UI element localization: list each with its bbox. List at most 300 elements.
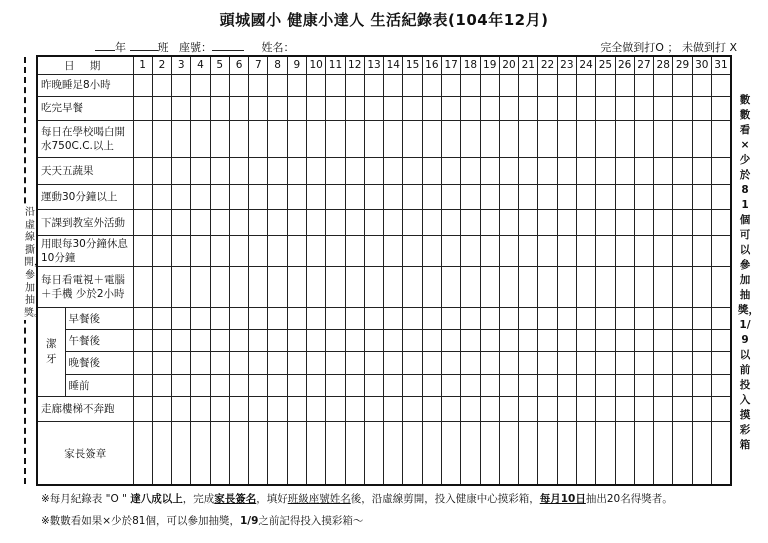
day-check-cell[interactable] (442, 396, 461, 421)
day-check-cell[interactable] (345, 236, 364, 266)
day-check-cell[interactable] (287, 209, 306, 235)
day-check-cell[interactable] (364, 352, 383, 374)
day-check-cell[interactable] (461, 74, 480, 96)
day-check-cell[interactable] (287, 374, 306, 396)
day-check-cell[interactable] (422, 158, 441, 184)
day-check-cell[interactable] (229, 329, 248, 351)
day-check-cell[interactable] (711, 236, 731, 266)
day-check-cell[interactable] (480, 97, 499, 120)
day-check-cell[interactable] (364, 396, 383, 421)
day-check-cell[interactable] (191, 158, 210, 184)
day-check-cell[interactable] (345, 307, 364, 329)
day-check-cell[interactable] (249, 266, 268, 307)
day-check-cell[interactable] (249, 374, 268, 396)
day-check-cell[interactable] (191, 97, 210, 120)
day-check-cell[interactable] (249, 209, 268, 235)
day-check-cell[interactable] (403, 236, 422, 266)
day-check-cell[interactable] (673, 329, 692, 351)
day-check-cell[interactable] (384, 329, 403, 351)
day-check-cell[interactable] (673, 74, 692, 96)
day-check-cell[interactable] (384, 209, 403, 235)
day-check-cell[interactable] (384, 266, 403, 307)
day-check-cell[interactable] (133, 396, 152, 421)
day-check-cell[interactable] (210, 74, 229, 96)
day-check-cell[interactable] (711, 352, 731, 374)
day-check-cell[interactable] (461, 184, 480, 209)
signature-cell[interactable] (326, 422, 345, 485)
day-check-cell[interactable] (519, 329, 538, 351)
day-check-cell[interactable] (634, 120, 653, 158)
day-check-cell[interactable] (615, 307, 634, 329)
day-check-cell[interactable] (364, 74, 383, 96)
day-check-cell[interactable] (191, 352, 210, 374)
signature-cell[interactable] (499, 422, 518, 485)
day-check-cell[interactable] (615, 97, 634, 120)
day-check-cell[interactable] (268, 184, 287, 209)
day-check-cell[interactable] (654, 209, 673, 235)
day-check-cell[interactable] (442, 97, 461, 120)
day-check-cell[interactable] (615, 120, 634, 158)
day-check-cell[interactable] (229, 266, 248, 307)
day-check-cell[interactable] (152, 209, 171, 235)
day-check-cell[interactable] (673, 374, 692, 396)
day-check-cell[interactable] (634, 97, 653, 120)
day-check-cell[interactable] (499, 329, 518, 351)
day-check-cell[interactable] (615, 374, 634, 396)
day-check-cell[interactable] (268, 236, 287, 266)
day-check-cell[interactable] (326, 209, 345, 235)
day-check-cell[interactable] (133, 158, 152, 184)
day-check-cell[interactable] (576, 120, 595, 158)
day-check-cell[interactable] (461, 120, 480, 158)
day-check-cell[interactable] (711, 158, 731, 184)
day-check-cell[interactable] (133, 74, 152, 96)
signature-cell[interactable] (557, 422, 576, 485)
day-check-cell[interactable] (249, 184, 268, 209)
day-check-cell[interactable] (461, 209, 480, 235)
day-check-cell[interactable] (480, 184, 499, 209)
day-check-cell[interactable] (519, 352, 538, 374)
day-check-cell[interactable] (615, 184, 634, 209)
day-check-cell[interactable] (499, 184, 518, 209)
day-check-cell[interactable] (191, 374, 210, 396)
day-check-cell[interactable] (576, 396, 595, 421)
day-check-cell[interactable] (499, 209, 518, 235)
day-check-cell[interactable] (654, 236, 673, 266)
signature-cell[interactable] (384, 422, 403, 485)
day-check-cell[interactable] (229, 74, 248, 96)
day-check-cell[interactable] (287, 184, 306, 209)
day-check-cell[interactable] (711, 374, 731, 396)
signature-cell[interactable] (461, 422, 480, 485)
day-check-cell[interactable] (461, 374, 480, 396)
day-check-cell[interactable] (654, 396, 673, 421)
day-check-cell[interactable] (442, 329, 461, 351)
day-check-cell[interactable] (596, 236, 615, 266)
day-check-cell[interactable] (345, 120, 364, 158)
day-check-cell[interactable] (345, 266, 364, 307)
day-check-cell[interactable] (596, 97, 615, 120)
signature-cell[interactable] (519, 422, 538, 485)
day-check-cell[interactable] (403, 307, 422, 329)
day-check-cell[interactable] (634, 184, 653, 209)
day-check-cell[interactable] (191, 307, 210, 329)
signature-cell[interactable] (711, 422, 731, 485)
day-check-cell[interactable] (519, 184, 538, 209)
day-check-cell[interactable] (384, 307, 403, 329)
day-check-cell[interactable] (461, 329, 480, 351)
day-check-cell[interactable] (229, 352, 248, 374)
day-check-cell[interactable] (326, 396, 345, 421)
day-check-cell[interactable] (711, 184, 731, 209)
day-check-cell[interactable] (364, 97, 383, 120)
day-check-cell[interactable] (326, 352, 345, 374)
day-check-cell[interactable] (384, 236, 403, 266)
day-check-cell[interactable] (249, 74, 268, 96)
day-check-cell[interactable] (133, 184, 152, 209)
signature-cell[interactable] (364, 422, 383, 485)
day-check-cell[interactable] (345, 158, 364, 184)
day-check-cell[interactable] (152, 158, 171, 184)
day-check-cell[interactable] (345, 374, 364, 396)
day-check-cell[interactable] (711, 120, 731, 158)
year-blank[interactable] (95, 39, 115, 51)
day-check-cell[interactable] (268, 209, 287, 235)
day-check-cell[interactable] (229, 307, 248, 329)
day-check-cell[interactable] (634, 209, 653, 235)
day-check-cell[interactable] (345, 184, 364, 209)
day-check-cell[interactable] (711, 307, 731, 329)
day-check-cell[interactable] (557, 329, 576, 351)
day-check-cell[interactable] (152, 352, 171, 374)
day-check-cell[interactable] (557, 307, 576, 329)
day-check-cell[interactable] (692, 396, 711, 421)
day-check-cell[interactable] (634, 266, 653, 307)
day-check-cell[interactable] (249, 307, 268, 329)
day-check-cell[interactable] (557, 97, 576, 120)
day-check-cell[interactable] (403, 396, 422, 421)
day-check-cell[interactable] (422, 352, 441, 374)
day-check-cell[interactable] (461, 97, 480, 120)
day-check-cell[interactable] (384, 352, 403, 374)
day-check-cell[interactable] (345, 352, 364, 374)
day-check-cell[interactable] (191, 184, 210, 209)
day-check-cell[interactable] (538, 307, 557, 329)
day-check-cell[interactable] (596, 374, 615, 396)
signature-cell[interactable] (210, 422, 229, 485)
day-check-cell[interactable] (692, 97, 711, 120)
day-check-cell[interactable] (249, 97, 268, 120)
day-check-cell[interactable] (191, 74, 210, 96)
signature-cell[interactable] (596, 422, 615, 485)
day-check-cell[interactable] (692, 209, 711, 235)
day-check-cell[interactable] (287, 158, 306, 184)
day-check-cell[interactable] (287, 352, 306, 374)
day-check-cell[interactable] (307, 307, 326, 329)
day-check-cell[interactable] (133, 120, 152, 158)
day-check-cell[interactable] (422, 74, 441, 96)
day-check-cell[interactable] (654, 158, 673, 184)
day-check-cell[interactable] (172, 209, 191, 235)
day-check-cell[interactable] (133, 307, 152, 329)
day-check-cell[interactable] (673, 184, 692, 209)
day-check-cell[interactable] (711, 209, 731, 235)
signature-cell[interactable] (654, 422, 673, 485)
day-check-cell[interactable] (172, 307, 191, 329)
day-check-cell[interactable] (615, 158, 634, 184)
day-check-cell[interactable] (210, 184, 229, 209)
signature-cell[interactable] (576, 422, 595, 485)
day-check-cell[interactable] (307, 209, 326, 235)
day-check-cell[interactable] (692, 184, 711, 209)
day-check-cell[interactable] (403, 97, 422, 120)
day-check-cell[interactable] (268, 266, 287, 307)
signature-cell[interactable] (538, 422, 557, 485)
day-check-cell[interactable] (172, 158, 191, 184)
class-blank[interactable] (130, 39, 158, 51)
day-check-cell[interactable] (538, 266, 557, 307)
day-check-cell[interactable] (268, 307, 287, 329)
day-check-cell[interactable] (519, 396, 538, 421)
day-check-cell[interactable] (229, 396, 248, 421)
day-check-cell[interactable] (364, 120, 383, 158)
day-check-cell[interactable] (287, 120, 306, 158)
day-check-cell[interactable] (307, 74, 326, 96)
signature-cell[interactable] (191, 422, 210, 485)
day-check-cell[interactable] (596, 184, 615, 209)
day-check-cell[interactable] (654, 352, 673, 374)
signature-cell[interactable] (403, 422, 422, 485)
day-check-cell[interactable] (442, 184, 461, 209)
day-check-cell[interactable] (673, 307, 692, 329)
day-check-cell[interactable] (249, 352, 268, 374)
day-check-cell[interactable] (557, 184, 576, 209)
day-check-cell[interactable] (307, 329, 326, 351)
day-check-cell[interactable] (654, 74, 673, 96)
day-check-cell[interactable] (615, 74, 634, 96)
signature-cell[interactable] (152, 422, 171, 485)
day-check-cell[interactable] (654, 307, 673, 329)
day-check-cell[interactable] (152, 329, 171, 351)
signature-cell[interactable] (480, 422, 499, 485)
day-check-cell[interactable] (538, 97, 557, 120)
day-check-cell[interactable] (615, 266, 634, 307)
day-check-cell[interactable] (499, 352, 518, 374)
day-check-cell[interactable] (576, 266, 595, 307)
day-check-cell[interactable] (191, 236, 210, 266)
day-check-cell[interactable] (576, 74, 595, 96)
day-check-cell[interactable] (364, 266, 383, 307)
day-check-cell[interactable] (673, 97, 692, 120)
day-check-cell[interactable] (326, 158, 345, 184)
day-check-cell[interactable] (268, 97, 287, 120)
day-check-cell[interactable] (461, 158, 480, 184)
day-check-cell[interactable] (499, 74, 518, 96)
day-check-cell[interactable] (210, 307, 229, 329)
day-check-cell[interactable] (711, 97, 731, 120)
day-check-cell[interactable] (442, 374, 461, 396)
day-check-cell[interactable] (287, 97, 306, 120)
seat-blank[interactable] (212, 39, 244, 51)
day-check-cell[interactable] (307, 266, 326, 307)
day-check-cell[interactable] (615, 209, 634, 235)
day-check-cell[interactable] (538, 374, 557, 396)
day-check-cell[interactable] (596, 120, 615, 158)
day-check-cell[interactable] (422, 307, 441, 329)
day-check-cell[interactable] (615, 329, 634, 351)
day-check-cell[interactable] (249, 158, 268, 184)
day-check-cell[interactable] (480, 374, 499, 396)
day-check-cell[interactable] (538, 120, 557, 158)
day-check-cell[interactable] (634, 329, 653, 351)
day-check-cell[interactable] (538, 352, 557, 374)
day-check-cell[interactable] (229, 374, 248, 396)
day-check-cell[interactable] (229, 209, 248, 235)
day-check-cell[interactable] (442, 236, 461, 266)
day-check-cell[interactable] (364, 236, 383, 266)
day-check-cell[interactable] (172, 266, 191, 307)
day-check-cell[interactable] (596, 307, 615, 329)
day-check-cell[interactable] (191, 120, 210, 158)
day-check-cell[interactable] (499, 158, 518, 184)
day-check-cell[interactable] (442, 158, 461, 184)
day-check-cell[interactable] (634, 307, 653, 329)
day-check-cell[interactable] (133, 329, 152, 351)
day-check-cell[interactable] (596, 158, 615, 184)
day-check-cell[interactable] (403, 120, 422, 158)
day-check-cell[interactable] (210, 266, 229, 307)
day-check-cell[interactable] (519, 74, 538, 96)
day-check-cell[interactable] (461, 396, 480, 421)
day-check-cell[interactable] (229, 120, 248, 158)
day-check-cell[interactable] (210, 396, 229, 421)
day-check-cell[interactable] (673, 266, 692, 307)
day-check-cell[interactable] (615, 352, 634, 374)
day-check-cell[interactable] (172, 120, 191, 158)
day-check-cell[interactable] (673, 209, 692, 235)
day-check-cell[interactable] (422, 209, 441, 235)
day-check-cell[interactable] (326, 307, 345, 329)
day-check-cell[interactable] (576, 236, 595, 266)
day-check-cell[interactable] (152, 374, 171, 396)
day-check-cell[interactable] (519, 307, 538, 329)
day-check-cell[interactable] (538, 158, 557, 184)
day-check-cell[interactable] (345, 97, 364, 120)
day-check-cell[interactable] (268, 329, 287, 351)
day-check-cell[interactable] (596, 396, 615, 421)
day-check-cell[interactable] (229, 97, 248, 120)
day-check-cell[interactable] (480, 307, 499, 329)
signature-cell[interactable] (634, 422, 653, 485)
day-check-cell[interactable] (307, 374, 326, 396)
day-check-cell[interactable] (345, 209, 364, 235)
day-check-cell[interactable] (172, 97, 191, 120)
day-check-cell[interactable] (152, 307, 171, 329)
day-check-cell[interactable] (287, 74, 306, 96)
day-check-cell[interactable] (326, 184, 345, 209)
day-check-cell[interactable] (249, 236, 268, 266)
day-check-cell[interactable] (654, 97, 673, 120)
day-check-cell[interactable] (692, 120, 711, 158)
day-check-cell[interactable] (615, 236, 634, 266)
day-check-cell[interactable] (519, 266, 538, 307)
day-check-cell[interactable] (268, 74, 287, 96)
day-check-cell[interactable] (673, 396, 692, 421)
day-check-cell[interactable] (403, 209, 422, 235)
signature-cell[interactable] (307, 422, 326, 485)
day-check-cell[interactable] (499, 396, 518, 421)
day-check-cell[interactable] (268, 158, 287, 184)
day-check-cell[interactable] (345, 396, 364, 421)
day-check-cell[interactable] (557, 74, 576, 96)
day-check-cell[interactable] (307, 184, 326, 209)
signature-cell[interactable] (422, 422, 441, 485)
signature-cell[interactable] (229, 422, 248, 485)
day-check-cell[interactable] (654, 374, 673, 396)
day-check-cell[interactable] (692, 74, 711, 96)
signature-cell[interactable] (692, 422, 711, 485)
day-check-cell[interactable] (210, 158, 229, 184)
day-check-cell[interactable] (596, 74, 615, 96)
day-check-cell[interactable] (654, 184, 673, 209)
signature-cell[interactable] (133, 422, 152, 485)
day-check-cell[interactable] (326, 120, 345, 158)
day-check-cell[interactable] (576, 374, 595, 396)
day-check-cell[interactable] (499, 307, 518, 329)
day-check-cell[interactable] (673, 158, 692, 184)
day-check-cell[interactable] (538, 184, 557, 209)
day-check-cell[interactable] (673, 120, 692, 158)
day-check-cell[interactable] (576, 158, 595, 184)
day-check-cell[interactable] (172, 329, 191, 351)
day-check-cell[interactable] (442, 352, 461, 374)
day-check-cell[interactable] (152, 97, 171, 120)
day-check-cell[interactable] (673, 352, 692, 374)
day-check-cell[interactable] (364, 184, 383, 209)
day-check-cell[interactable] (364, 209, 383, 235)
day-check-cell[interactable] (480, 352, 499, 374)
day-check-cell[interactable] (576, 329, 595, 351)
day-check-cell[interactable] (692, 266, 711, 307)
day-check-cell[interactable] (268, 374, 287, 396)
day-check-cell[interactable] (249, 329, 268, 351)
day-check-cell[interactable] (249, 120, 268, 158)
day-check-cell[interactable] (133, 352, 152, 374)
day-check-cell[interactable] (422, 329, 441, 351)
day-check-cell[interactable] (307, 120, 326, 158)
day-check-cell[interactable] (326, 74, 345, 96)
day-check-cell[interactable] (576, 209, 595, 235)
day-check-cell[interactable] (172, 396, 191, 421)
day-check-cell[interactable] (249, 396, 268, 421)
day-check-cell[interactable] (345, 329, 364, 351)
day-check-cell[interactable] (172, 184, 191, 209)
day-check-cell[interactable] (345, 74, 364, 96)
day-check-cell[interactable] (152, 184, 171, 209)
day-check-cell[interactable] (191, 209, 210, 235)
day-check-cell[interactable] (422, 236, 441, 266)
signature-cell[interactable] (442, 422, 461, 485)
signature-cell[interactable] (673, 422, 692, 485)
day-check-cell[interactable] (210, 209, 229, 235)
day-check-cell[interactable] (480, 158, 499, 184)
day-check-cell[interactable] (172, 352, 191, 374)
signature-cell[interactable] (615, 422, 634, 485)
day-check-cell[interactable] (576, 97, 595, 120)
day-check-cell[interactable] (403, 329, 422, 351)
day-check-cell[interactable] (654, 120, 673, 158)
day-check-cell[interactable] (615, 396, 634, 421)
